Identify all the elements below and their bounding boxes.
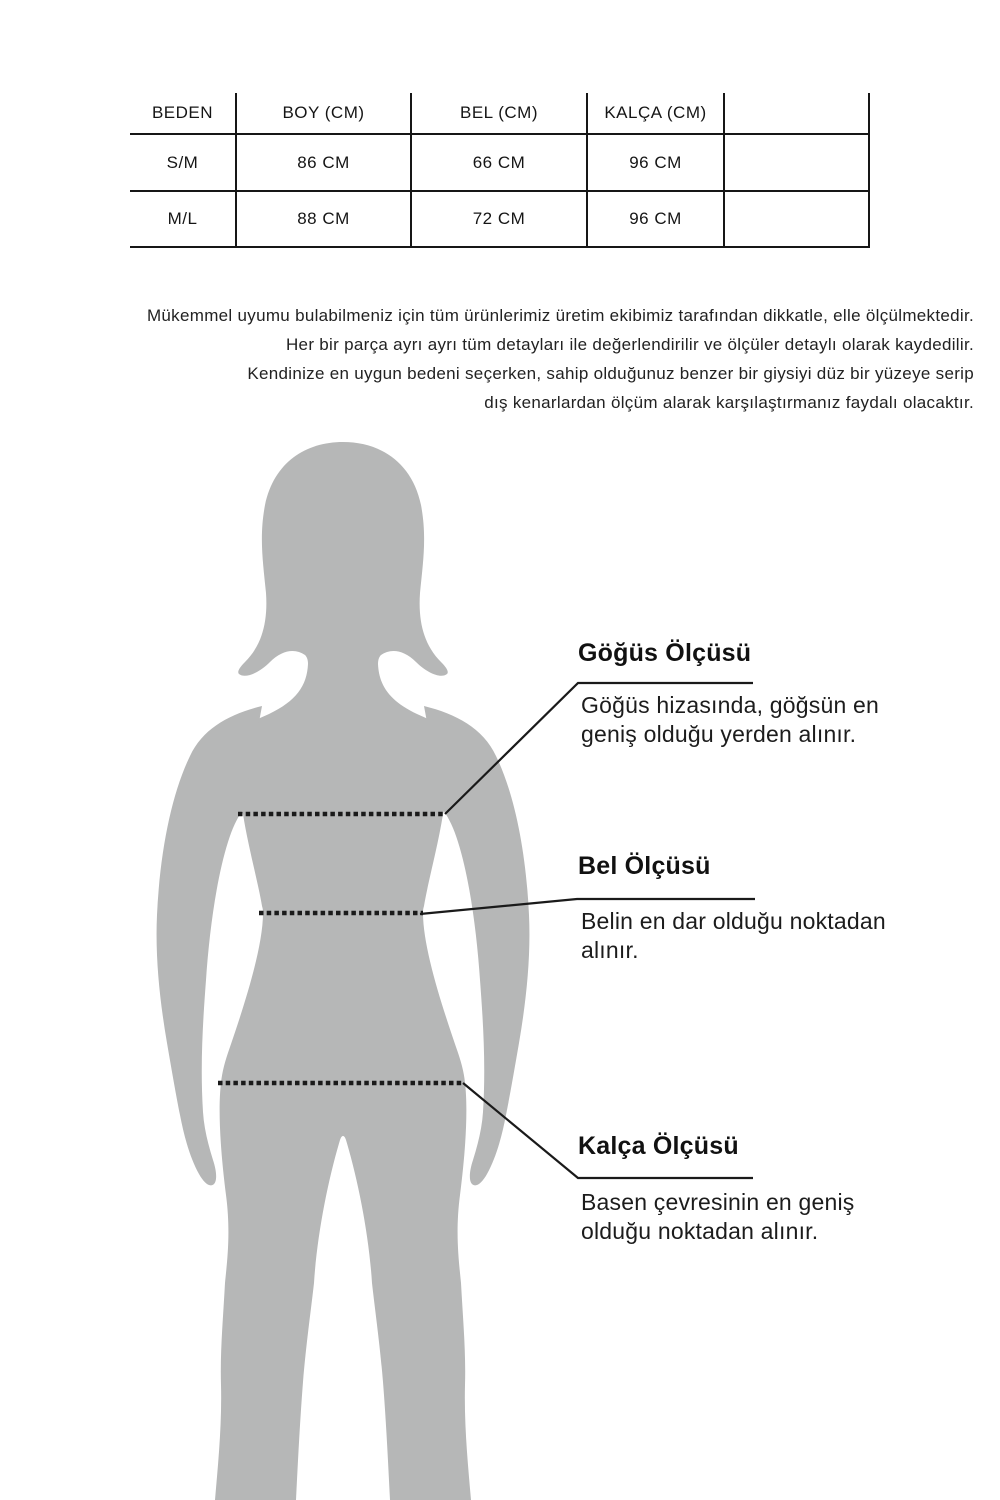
waist-measure-title: Bel Ölçüsü	[578, 852, 711, 880]
table-cell-bel: 72 CM	[412, 192, 588, 248]
table-cell-size: M/L	[130, 192, 237, 248]
hip-measure-title: Kalça Ölçüsü	[578, 1132, 739, 1160]
table-header-bel: BEL (CM)	[412, 93, 588, 135]
table-cell-boy: 86 CM	[237, 135, 412, 192]
table-cell-kalca: 96 CM	[588, 192, 725, 248]
measurement-intro-paragraph: Mükemmel uyumu bulabilmeniz için tüm ürünlerimiz üretim ekibimiz tarafından dikkatle, elle ölçülmektedir. Her bir parça ayrı ayrı tüm detayları ile değerlendirilir ve ölçüler detaylı olarak kaydedilir. Kendinize en uygun bedeni seçerken, sahip olduğunuz benzer bir giysiyi düz bir yüzeye serip dış kenarlardan ölçüm alarak karşılaştırmanız faydalı olacaktır.	[146, 306, 974, 412]
table-header-beden: BEDEN	[130, 93, 237, 135]
hip-measure-description: Basen çevresinin en geniş olduğu noktadan alınır.	[581, 1189, 855, 1244]
table-cell-boy: 88 CM	[237, 192, 412, 248]
table-cell-kalca: 96 CM	[588, 135, 725, 192]
chest-measure-title: Göğüs Ölçüsü	[578, 639, 752, 667]
chest-measure-description: Göğüs hizasında, göğsün en geniş olduğu yerden alınır.	[581, 692, 880, 747]
body-silhouette	[194, 442, 492, 1500]
table-cell-size: S/M	[130, 135, 237, 192]
table-header-boy: BOY (CM)	[237, 93, 412, 135]
table-header-kalca: KALÇA (CM)	[588, 93, 725, 135]
waist-measure-description: Belin en dar olduğu noktadan alınır.	[581, 908, 886, 963]
table-cell-bel: 66 CM	[412, 135, 588, 192]
